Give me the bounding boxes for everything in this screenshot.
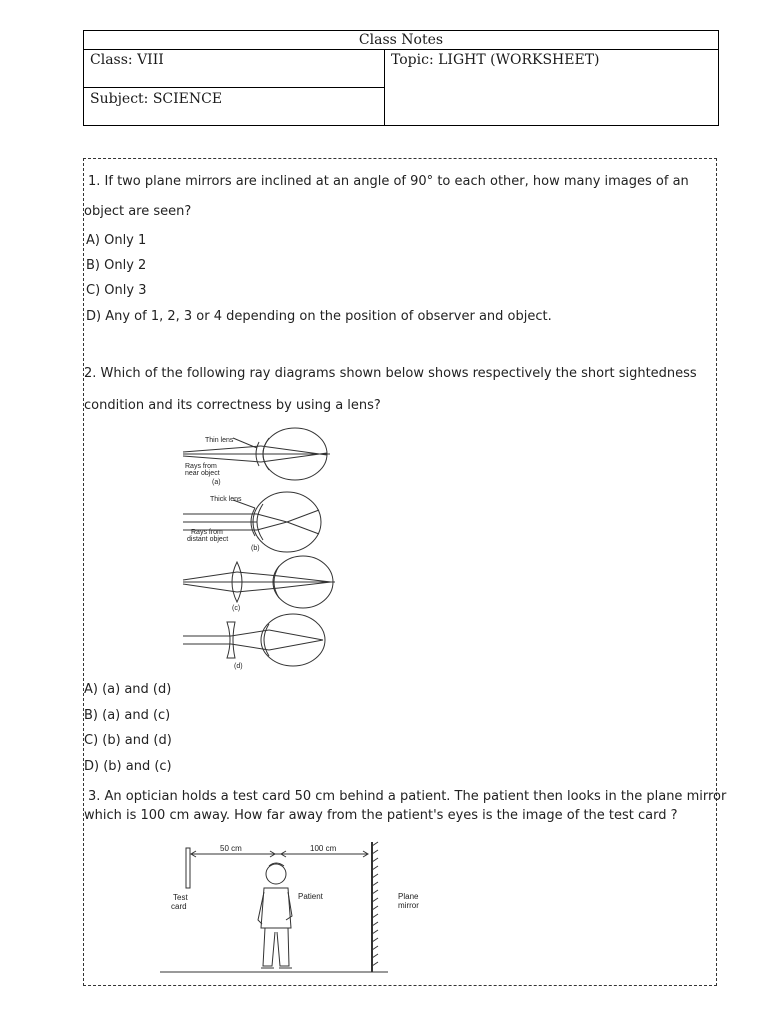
label-test-1: Test [173,893,188,902]
q3-line1: 3. An optician holds a test card 50 cm behind a patient. The patient then looks in the plane mirror [88,789,727,804]
label-plane-2: mirror [398,901,419,910]
q2-option-a: A) (a) and (d) [84,682,172,697]
q1-option-a: A) Only 1 [86,233,147,248]
eye-diagram-d [183,614,325,666]
class-label: Class: VIII [90,52,164,68]
label-patient: Patient [298,892,323,901]
label-plane-1: Plane [398,892,419,901]
eye-diagram-c [183,556,335,608]
label-rays-distant-1: Rays from [191,529,223,536]
label-d: (d) [234,663,243,670]
q2-option-d: D) (b) and (c) [84,759,172,774]
label-50cm: 50 cm [220,844,242,853]
topic-cell [385,50,718,125]
label-rays-near-1: Rays from [185,463,217,470]
q1-option-c: C) Only 3 [86,283,147,298]
patient-figure [258,863,292,968]
label-a: (a) [212,479,221,486]
label-100cm: 100 cm [310,844,337,853]
header-table [83,30,719,126]
q2-option-c: C) (b) and (d) [84,733,172,748]
optician-diagram [158,836,433,980]
eye-ray-diagram [175,424,345,672]
q2-line1: 2. Which of the following ray diagrams shown below shows respectively the short sightedness [84,366,697,381]
subject-label: Subject: SCIENCE [90,91,223,107]
q1-line2: object are seen? [84,204,192,219]
q1-option-b: B) Only 2 [86,258,147,273]
topic-label: Topic: LIGHT (WORKSHEET) [391,52,600,68]
label-rays-distant-2: distant object [187,536,229,543]
q1-option-d: D) Any of 1, 2, 3 or 4 depending on the position of observer and object. [86,309,552,324]
q3-line2: which is 100 cm away. How far away from the patient's eyes is the image of the test card ? [84,808,678,823]
q1-line1: 1. If two plane mirrors are inclined at an angle of 90° to each other, how many images of an [88,174,689,189]
label-c: (c) [232,605,241,612]
class-cell [84,50,385,88]
label-thick-lens: Thick lens [210,496,242,503]
q2-option-b: B) (a) and (c) [84,708,171,723]
label-b: (b) [251,545,260,552]
test-card [186,848,190,888]
eye-diagram-b [183,492,321,552]
label-rays-near-2: near object [185,470,220,477]
label-test-2: card [171,902,187,911]
label-thin-lens: Thin lens [205,437,234,444]
header-title: Class Notes [84,31,718,50]
subject-cell [84,88,385,125]
q2-line2: condition and its correctness by using a lens? [84,398,381,413]
